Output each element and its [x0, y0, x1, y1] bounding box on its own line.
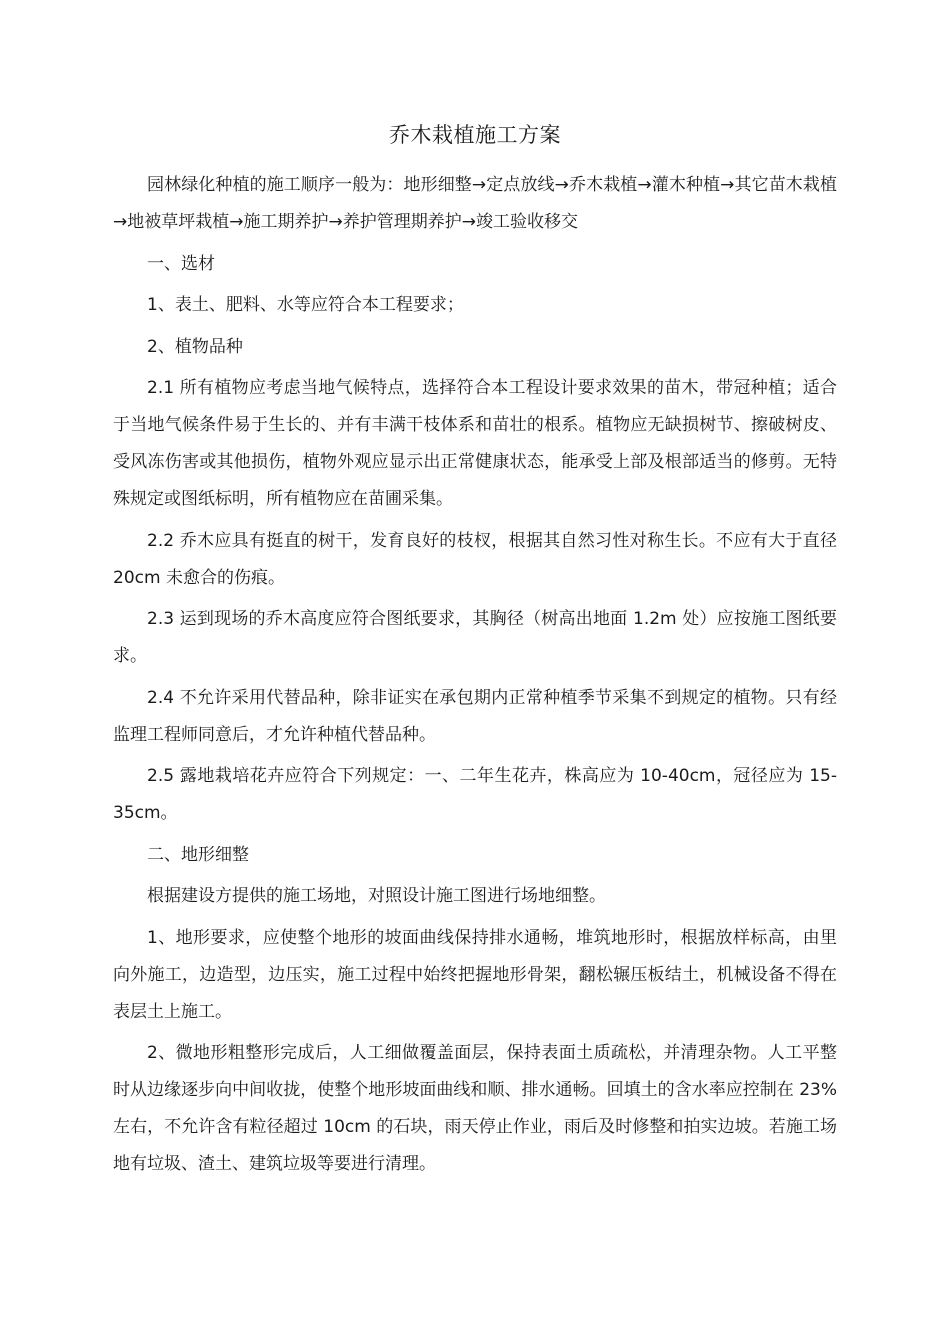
terrain-item-2: 2、微地形粗整形完成后，人工细做覆盖面层，保持表面土质疏松，并清理杂物。人工平整时从边缘逐步向中间收拢，使整个地形坡面曲线和顺、排水通畅。回填土的含水率应控制在 23%左右，不允许含有粒径超过 10cm 的石块，雨天停止作业，雨后及时修整和拍实边坡。若施工场地有垃圾、渣土、建筑垃圾等要进行清理。 — [113, 1043, 837, 1174]
document-body — [113, 167, 837, 1188]
clause-2-5: 2.5 露地栽培花卉应符合下列规定：一、二年生花卉，株高应为 10-40cm，冠径应为 15-35cm。 — [113, 766, 837, 823]
list-item-soil-fertilizer-water: 1、表土、肥料、水等应符合本工程要求； — [147, 295, 464, 315]
section-heading-material-selection: 一、选材 — [147, 253, 215, 274]
clause-2-2: 2.2 乔木应具有挺直的树干，发育良好的枝杈，根据其自然习性对称生长。不应有大于直径 20cm 未愈合的伤痕。 — [113, 530, 837, 588]
clause-2-4: 2.4 不允许采用代替品种，除非证实在承包期内正常种植季节采集不到规定的植物。只有经监理工程师同意后，才允许种植代替品种。 — [113, 687, 837, 745]
terrain-item-1: 1、地形要求，应使整个地形的坡面曲线保持排水通畅，堆筑地形时，根据放样标高，由里向外施工，边造型，边压实，施工过程中始终把握地形骨架，翻松辗压板结土，机械设备不得在表层土上施工。 — [113, 927, 837, 1022]
terrain-intro-paragraph: 根据建设方提供的施工场地，对照设计施工图进行场地细整。 — [147, 886, 606, 906]
subsection-heading-plant-varieties: 2、植物品种 — [147, 336, 243, 357]
clause-2-3: 2.3 运到现场的乔木高度应符合图纸要求，其胸径（树高出地面 1.2m 处）应按施工图纸要求。 — [113, 609, 837, 666]
intro-paragraph: 园林绿化种植的施工顺序一般为：地形细整→定点放线→乔木栽植→灌木种植→其它苗木栽植→地被草坪栽植→施工期养护→养护管理期养护→竣工验收移交 — [113, 175, 837, 232]
clause-2-1: 2.1 所有植物应考虑当地气候特点，选择符合本工程设计要求效果的苗木，带冠种植；适合于当地气候条件易于生长的、并有丰满干枝体系和苗壮的根系。植物应无缺损树节、擦破树皮、受风冻伤害或其他损伤，植物外观应显示出正常健康状态，能承受上部及根部适当的修剪。无特殊规定或图纸标明，所有植物应在苗圃采集。 — [113, 378, 837, 509]
document-title: 乔木栽植施工方案 — [389, 123, 561, 147]
section-heading-terrain-refinement: 二、地形细整 — [147, 844, 249, 865]
